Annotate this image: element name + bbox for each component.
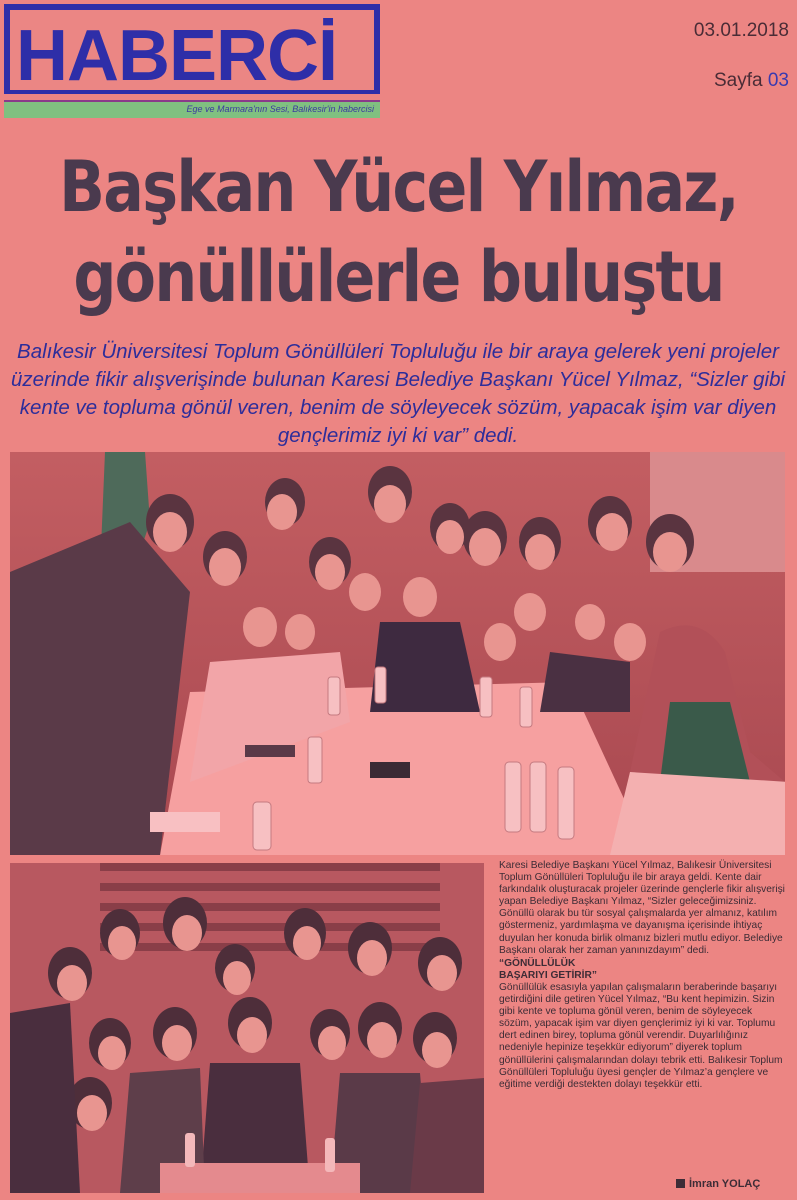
deck-paragraph: Balıkesir Üniversitesi Toplum Gönüllüleri Topluluğu ile bir araya gelerek yeni projeler üzerinde fikir alışverişinde bulunan Karesi Belediye Başkanı Yücel Yılmaz, “Sizler gibi kente ve topluma gönül veren, benim de söyleyecek sözüm, yapacak işim var diyen gençlerimiz iyi ki var” dedi. bbox=[10, 340, 786, 447]
masthead-title: HABERCİ bbox=[16, 16, 338, 96]
page-number: 03 bbox=[767, 70, 789, 91]
headline-line-2: gönüllülerle buluştu bbox=[73, 236, 724, 318]
page-label: Sayfa bbox=[713, 70, 763, 91]
second-photo bbox=[10, 863, 484, 1193]
article-paragraph-1: Karesi Belediye Başkanı Yücel Yılmaz, Balıkesir Üniversitesi Toplum Gönüllüleri Topluluğu ile bir araya geldi. Kente dair farkındalık oluşturacak projeler üzerinde gençlerle fikir alışverişi yapan Belediye Başkanı Yılmaz, “Sizler geleceğimizsiniz. Gönüllü olarak bu tür sosyal çalışmalarda yer almanız, katılım göstermeniz, yardımlaşma ve dayanışma içerisinde ihtiyaç duyulan her konuda birlik olmanız bizleri mutlu ediyor. Belediye Başkanı olarak her zaman yanınızdayım” dedi. bbox=[499, 860, 785, 956]
subheading-line-1: “GÖNÜLLÜLÜK bbox=[499, 957, 576, 969]
byline-square-icon bbox=[676, 1179, 685, 1188]
main-photo bbox=[10, 452, 785, 855]
masthead-logo bbox=[4, 4, 380, 116]
subheading bbox=[499, 958, 787, 982]
article-body bbox=[499, 860, 787, 1091]
headline-line-1: Başkan Yücel Yılmaz, bbox=[59, 146, 738, 228]
main-photo-image bbox=[10, 452, 785, 855]
subheading-line-2: BAŞARIYI GETİRİR” bbox=[499, 969, 597, 981]
headline bbox=[56, 142, 741, 322]
byline-author: İmran YOLAÇ bbox=[689, 1178, 761, 1190]
masthead-tagline: Ege ve Marmara'nın Sesi, Balıkesir'in habercisi bbox=[186, 104, 374, 114]
article-paragraph-2: Gönüllülük esasıyla yapılan çalışmaların beraberinde başarıyı getirdiğini dile getiren Yücel Yılmaz, “Bu kent hepimizin. Sizin gibi kente ve topluma gönül veren, benim de söyleyecek sözüm, yapacak işim var diyen gençlerimiz iyi ki var. Toplumu dert edinen birey, topluma gönül verendir. Duyarlılığınız nedeniyle hepinize teşekkür ediyorum” diyerek toplum gönüllülerini çalışmalarından dolayı tebrik etti. Balıkesir Toplum Gönüllüleri Topluluğu üyesi gençler de Yılmaz’a gençlere ve eğitime verdiği destekten dolayı teşekkür etti. bbox=[499, 981, 783, 1090]
masthead-tagline-bar bbox=[4, 100, 380, 118]
page-indicator bbox=[714, 70, 789, 92]
issue-date: 03.01.2018 bbox=[693, 20, 789, 41]
second-photo-image bbox=[10, 863, 484, 1193]
byline bbox=[676, 1178, 760, 1190]
